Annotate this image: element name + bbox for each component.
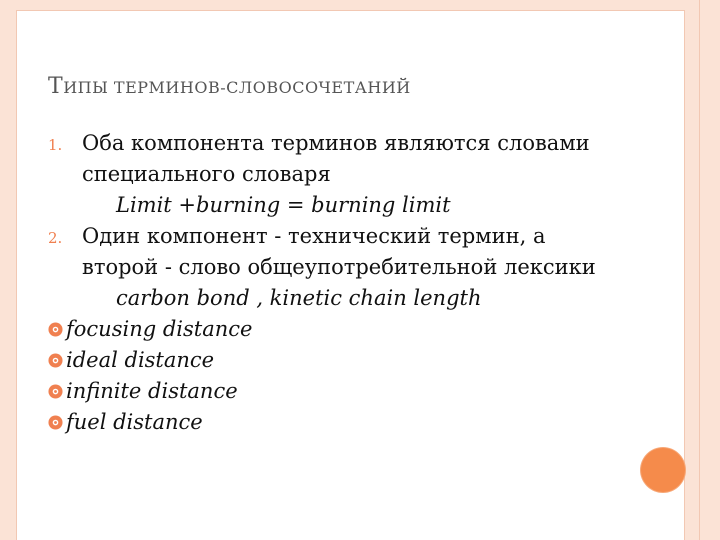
gear-bullet-icon — [48, 322, 63, 337]
bullet-item — [48, 345, 648, 376]
decorative-circle — [641, 448, 685, 492]
bullet-text: focusing distance — [66, 317, 253, 341]
gear-bullet-icon — [48, 415, 63, 430]
item-example: Limit +burning = burning limit — [116, 193, 451, 217]
item-line: специального словаря — [82, 162, 331, 186]
item-line: Оба компонента терминов являются словами — [82, 131, 590, 155]
frame-right — [684, 0, 720, 540]
slide-title — [48, 74, 411, 99]
title-first-letter: Т — [48, 74, 64, 99]
frame-line — [684, 10, 685, 540]
frame-left — [0, 0, 16, 540]
frame-line — [699, 0, 700, 540]
bullet-item — [48, 376, 648, 407]
item-number: 2. — [48, 229, 63, 247]
item-line: Один компонент - технический термин, а — [82, 224, 546, 248]
list-item — [48, 221, 648, 252]
bullet-item — [48, 314, 648, 345]
item-line: второй - слово общеупотребительной лексики — [82, 255, 596, 279]
title-rest: ИПЫ ТЕРМИНОВ-СЛОВОСОЧЕТАНИЙ — [63, 78, 411, 97]
slide-content — [48, 128, 648, 438]
gear-bullet-icon — [48, 384, 63, 399]
frame-top — [0, 0, 720, 10]
bullet-item — [48, 407, 648, 438]
list-item — [48, 128, 648, 159]
item-number: 1. — [48, 136, 63, 154]
item-example: carbon bond , kinetic chain length — [116, 286, 482, 310]
bullet-text: fuel distance — [66, 410, 203, 434]
frame-line — [16, 10, 17, 540]
bullet-text: ideal distance — [66, 348, 215, 372]
bullet-text: infinite distance — [66, 379, 238, 403]
frame-line — [16, 10, 684, 11]
gear-bullet-icon — [48, 353, 63, 368]
